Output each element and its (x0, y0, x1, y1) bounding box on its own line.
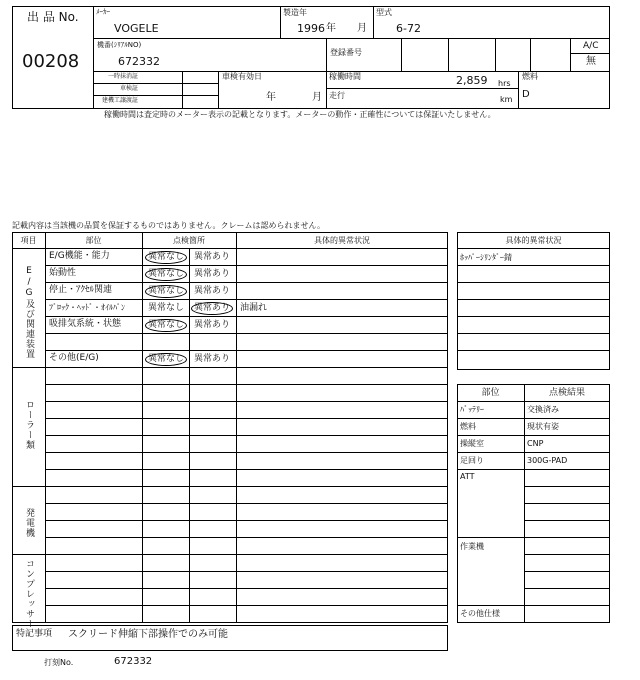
right-detail-row1: ﾎｯﾊﾟｰｼﾘﾝﾀﾞｰ錆 (460, 253, 512, 262)
transfer-cert-label: 建機工譲渡証 (102, 97, 139, 104)
operating-hours-label: 稼働時間 (329, 72, 361, 81)
registration-label: 登録番号 (330, 48, 362, 57)
model-value: 6-72 (396, 22, 421, 35)
meter-note: 稼働時間は査定時のメーター表示の記載となります。メーターの動作・正確性については保証いたしません。 (104, 110, 496, 119)
vehicle-cert-label: 車検証 (120, 85, 139, 92)
inspection-cab-result: CNP (527, 439, 544, 448)
check-abnormal: 異常あり (194, 320, 231, 330)
part-stop-accel: 停止・ｱｸｾﾙ関連 (49, 285, 113, 295)
check-abnormal: 異常あり (194, 303, 231, 313)
lot-number-label: 出 品 No. (27, 10, 79, 24)
stamp-value: 672332 (114, 656, 153, 667)
remarks-text: スクリード伸縮下部操作でのみ可能 (68, 629, 228, 640)
model-label: 型式 (376, 8, 392, 17)
detail-oil-leak: 油漏れ (240, 303, 268, 313)
operating-hours-value: 2,859 (456, 74, 488, 87)
check-abnormal: 異常あり (194, 269, 231, 279)
serial-label: 機番(ｼﾘｱﾙNO) (97, 41, 142, 49)
fuel-label: 燃料 (522, 72, 538, 81)
part-other-engine: その他(E/G) (49, 353, 99, 363)
ac-label: A/C (583, 41, 599, 51)
inspection-other-label: その他仕様 (460, 609, 500, 618)
fuel-value: D (522, 89, 530, 100)
remarks-label: 特記事項 (16, 629, 53, 639)
check-no-abnormal: 異常なし (148, 269, 185, 279)
col-part-header: 部位 (85, 236, 102, 245)
col-item-header: 項目 (20, 236, 37, 245)
inspection-month-unit: 月 (312, 92, 322, 103)
inspection-work-label: 作業機 (460, 542, 484, 551)
col-check-header: 点検箇所 (173, 236, 205, 245)
part-engine-function: E/G機能・能力 (49, 251, 110, 261)
inspection-battery-result: 交換済み (527, 405, 559, 414)
check-no-abnormal: 異常なし (148, 303, 185, 313)
compressor-group-label: コンプレッサー (24, 559, 34, 629)
check-no-abnormal: 異常なし (148, 354, 185, 364)
inspection-undercarriage-label: 足回り (460, 456, 484, 465)
inspection-fuel-result: 現状有姿 (527, 422, 559, 431)
check-no-abnormal: 異常なし (148, 252, 185, 262)
right-detail-header: 具体的異常状況 (505, 236, 562, 245)
maker-value: VOGELE (114, 22, 159, 35)
travel-label: 走行 (329, 91, 345, 100)
inspection-cab-label: 操縦室 (460, 439, 484, 448)
serial-value: 672332 (118, 55, 160, 68)
month-unit: 月 (357, 23, 367, 34)
part-startability: 始動性 (49, 268, 77, 278)
check-abnormal: 異常あり (194, 252, 231, 262)
stamp-label: 打刻No. (44, 658, 74, 667)
generator-group-label: 発電機 (24, 508, 34, 538)
year-label: 製造年 (283, 8, 307, 17)
disclaimer-text: 記載内容は当該機の品質を保証するものではありません。クレームは認められません。 (12, 221, 325, 230)
inspection-result-header: 点検結果 (548, 388, 585, 398)
inspection-date-label: 車検有効日 (222, 72, 262, 81)
inspection-part-header: 部位 (481, 388, 500, 398)
check-no-abnormal: 異常なし (148, 286, 185, 296)
year-value: 1996 (297, 22, 325, 35)
inspection-att-label: ATT (460, 472, 475, 481)
inspection-undercarriage-result: 300G-PAD (527, 456, 568, 465)
roller-group-label: ローラー類 (24, 400, 34, 450)
check-no-abnormal: 異常なし (148, 320, 185, 330)
maker-label: ﾒｰｶｰ (96, 8, 110, 16)
year-unit: 年 (326, 23, 336, 34)
check-abnormal: 異常あり (194, 354, 231, 364)
part-intake-exhaust: 吸排気系統・状態 (49, 319, 122, 329)
lot-number: 00208 (22, 51, 80, 72)
inspection-year-unit: 年 (266, 92, 276, 103)
inspection-battery-label: ﾊﾞｯﾃﾘｰ (460, 405, 484, 414)
inspection-fuel-label: 燃料 (460, 422, 476, 431)
hours-unit: hrs (498, 79, 511, 88)
travel-unit: km (500, 95, 513, 104)
part-block-head-oilpan: ﾌﾞﾛｯｸ・ﾍｯﾄﾞ・ｵｲﾙﾊﾟﾝ (49, 303, 125, 312)
check-abnormal: 異常あり (194, 286, 231, 296)
engine-group-label: E/G及び関連装置 (24, 266, 34, 359)
col-detail-header: 具体的異常状況 (314, 236, 370, 245)
ac-value: 無 (586, 56, 596, 67)
temp-cert-label: 一時抹消証 (108, 73, 139, 80)
